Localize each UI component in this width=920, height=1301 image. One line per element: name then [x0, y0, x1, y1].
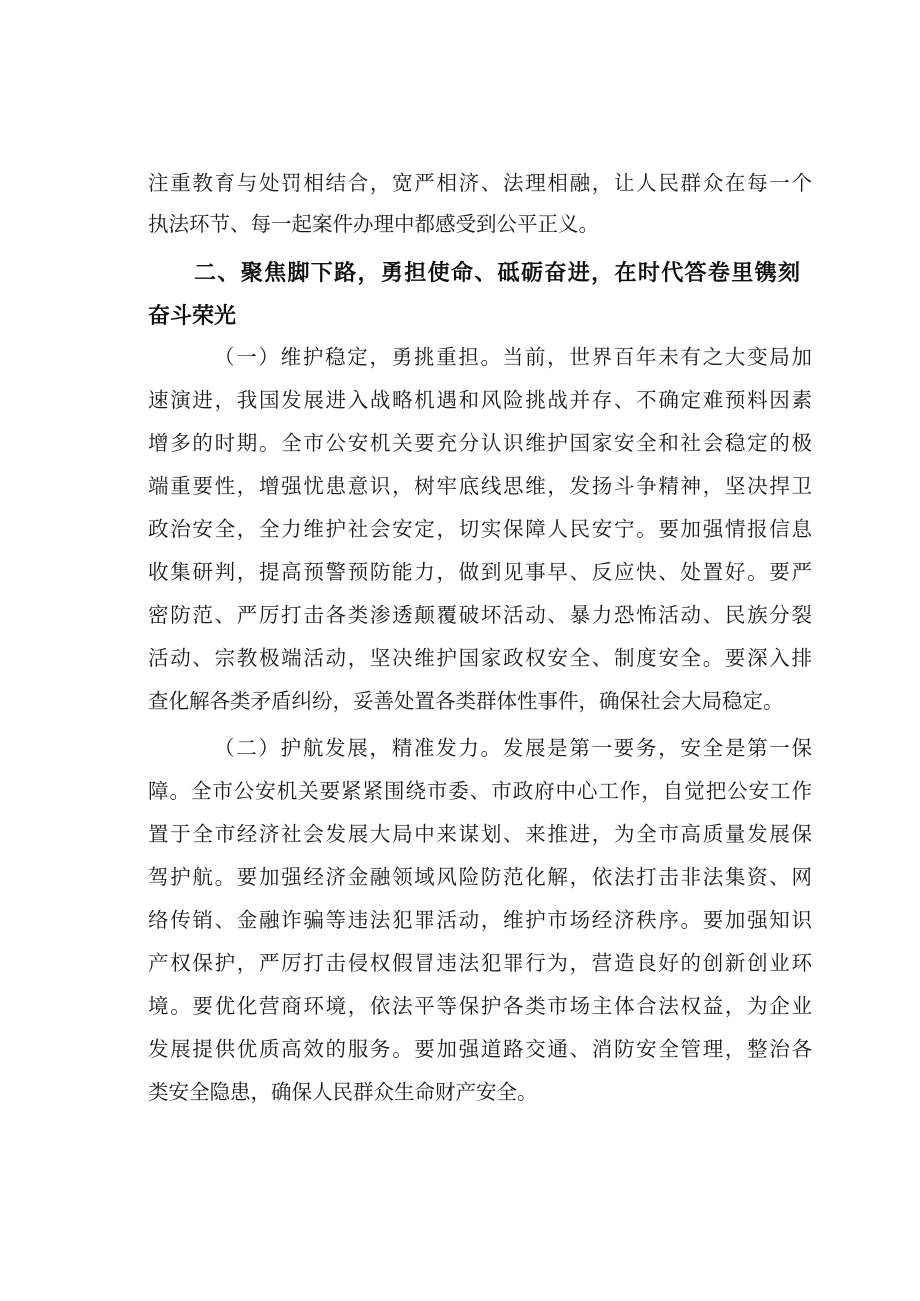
- section-heading-line-1: 二、聚焦脚下路，勇担使命、砥砺奋进，在时代答卷里镌刻: [194, 261, 800, 286]
- sub1-line-3: 增多的时期。全市公安机关要充分认识维护国家安全和社会稳定的极: [148, 431, 812, 455]
- sub2-line-5: 络传销、金融诈骗等违法犯罪活动，维护市场经济秩序。要加强知识: [148, 908, 812, 932]
- sub1-line-5: 政治安全，全力维护社会安定，切实保障人民安宁。要加强情报信息: [148, 517, 812, 541]
- sub1-line-2: 速演进，我国发展进入战略机遇和风险挑战并存、不确定难预料因素: [148, 388, 812, 412]
- sub2-line-3: 置于全市经济社会发展大局中来谋划、来推进，为全市高质量发展保: [148, 822, 812, 846]
- sub2-line-9: 类安全隐患，确保人民群众生命财产安全。: [148, 1080, 538, 1104]
- section-heading-line-2: 奋斗荣光: [148, 304, 237, 329]
- sub1-line-9: 查化解各类矛盾纠纷，妥善处置各类群体性事件，确保社会大局稳定。: [148, 689, 784, 713]
- sub1-line-6: 收集研判，提高预警预防能力，做到见事早、反应快、处置好。要严: [148, 560, 812, 584]
- sub1-line-8: 活动、宗教极端活动，坚决维护国家政权安全、制度安全。要深入排: [148, 646, 812, 670]
- sub2-line-4: 驾护航。要加强经济金融领域风险防范化解，依法打击非法集资、网: [148, 865, 812, 889]
- sub2-line-7: 境。要优化营商环境，依法平等保护各类市场主体合法权益，为企业: [148, 994, 812, 1018]
- sub2-line-6: 产权保护，严厉打击侵权假冒违法犯罪行为，营造良好的创新创业环: [148, 951, 812, 975]
- sub1-line-4: 端重要性，增强忧患意识，树牢底线思维，发扬斗争精神，坚决捍卫: [148, 474, 812, 498]
- sub2-line-2: 障。全市公安机关要紧紧围绕市委、市政府中心工作，自觉把公安工作: [148, 779, 812, 803]
- sub2-line-8: 发展提供优质高效的服务。要加强道路交通、消防安全管理，整治各: [148, 1037, 812, 1061]
- intro-line-2: 执法环节、每一起案件办理中都感受到公平正义。: [148, 212, 599, 236]
- sub2-line-1: （二）护航发展，精准发力。发展是第一要务，安全是第一保: [214, 736, 812, 760]
- intro-line-1: 注重教育与处罚相结合，宽严相济、法理相融，让人民群众在每一个: [148, 171, 812, 195]
- sub1-line-1: （一）维护稳定，勇挑重担。当前，世界百年未有之大变局加: [214, 345, 812, 369]
- sub1-line-7: 密防范、严厉打击各类渗透颠覆破坏活动、暴力恐怖活动、民族分裂: [148, 603, 812, 627]
